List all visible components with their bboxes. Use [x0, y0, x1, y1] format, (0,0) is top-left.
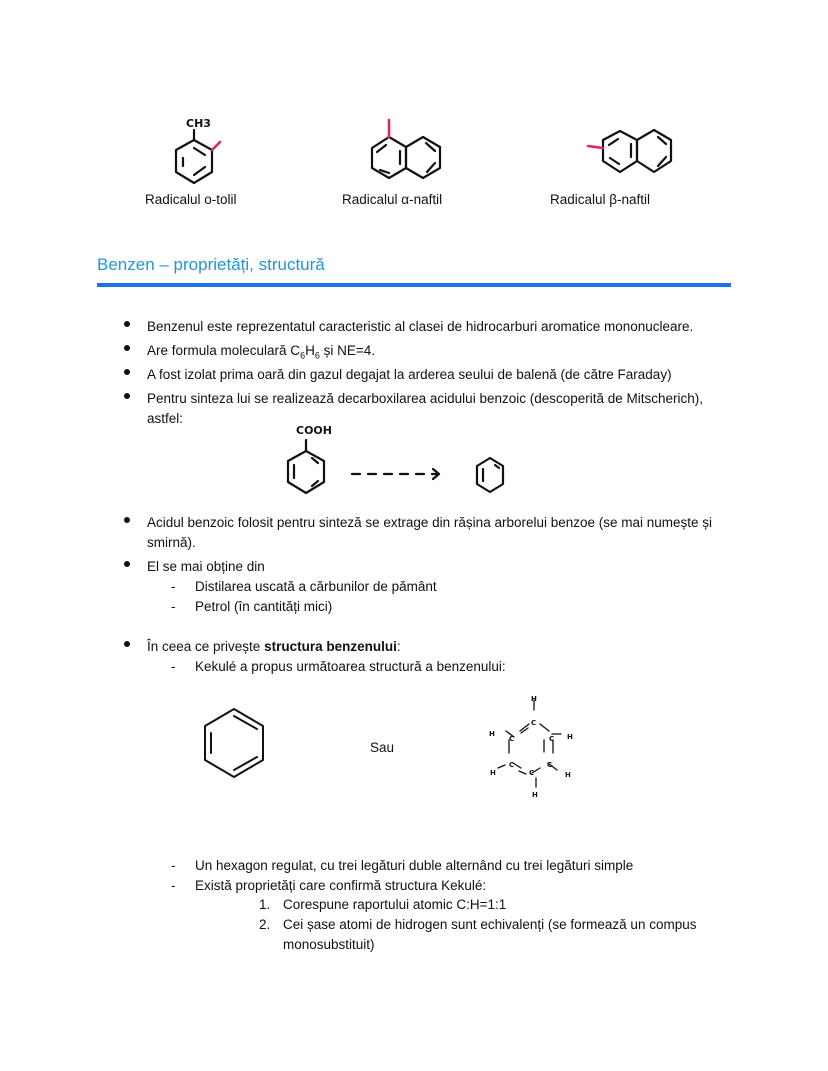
- bullet-icon: [124, 561, 130, 567]
- bullet-text-formula: [147, 342, 375, 365]
- bullet-text: Acidul benzoic folosit pentru sinteză se extrage din rășina arborelui benzoe (se mai numește și: [147, 515, 713, 530]
- carbon-atom-label: C: [547, 761, 553, 769]
- list-number: 1.: [259, 897, 271, 912]
- bullet-text: smirnă).: [147, 535, 196, 550]
- sub-item: Kekulé a propus următoarea structură a benzenului:: [195, 659, 506, 674]
- text: Are formula moleculară C: [147, 343, 301, 358]
- bold-text: structura benzenului: [264, 639, 397, 654]
- text: și NE=4.: [319, 343, 375, 358]
- text: H: [305, 343, 315, 358]
- svg-text:COOH: COOH: [296, 424, 332, 437]
- dash-marker: -: [171, 579, 176, 594]
- bullet-icon: [124, 641, 130, 647]
- hydrogen-atom-label: H: [489, 730, 495, 738]
- svg-text:CH3: CH3: [186, 117, 211, 130]
- subscript: 6: [300, 350, 306, 361]
- or-label: Sau: [370, 740, 395, 755]
- bullet-icon: [124, 517, 130, 523]
- dash-marker: -: [171, 599, 176, 614]
- bullet-icon: [124, 393, 130, 399]
- bullet-icon: [124, 369, 130, 375]
- hydrogen-atom-label: H: [567, 733, 573, 741]
- sub-item: Distilarea uscată a cărbunilor de pământ: [195, 579, 437, 594]
- heading-underline: [97, 283, 731, 287]
- radical-label-o-tolil: Radicalul o-tolil: [145, 192, 237, 207]
- sub-item: Există proprietăți care confirmă structura Kekulé:: [195, 878, 487, 893]
- hydrogen-atom-label: H: [490, 769, 496, 777]
- hydrogen-atom-label: H: [532, 791, 538, 799]
- bullet-text: Benzenul este reprezentatul caracteristic al clasei de hidrocarburi aromatice mononucleare.: [147, 319, 694, 334]
- dash-marker: -: [171, 858, 176, 873]
- dash-marker: -: [171, 878, 176, 893]
- sub-item: Petrol (în cantități mici): [195, 599, 333, 614]
- bullet-text: Pentru sinteza lui se realizează decarboxilarea acidului benzoic (descoperită de Mitscherich),: [147, 391, 704, 406]
- numbered-item: Corespune raportului atomic C:H=1:1: [283, 897, 507, 912]
- carbon-atom-label: C: [549, 735, 555, 743]
- radical-label-beta-naftil: Radicalul β-naftil: [550, 192, 651, 207]
- text: În ceea ce privește: [147, 639, 265, 654]
- hydrogen-atom-label: H: [565, 771, 571, 779]
- dash-marker: -: [171, 659, 176, 674]
- bullet-icon: [124, 321, 130, 327]
- sub-item: Un hexagon regulat, cu trei legături duble alternând cu trei legături simple: [195, 858, 634, 873]
- bullet-text: A fost izolat prima oară din gazul degajat la arderea seului de balenă (de către Faraday): [147, 367, 672, 382]
- section-heading: Benzen – proprietăți, structură: [97, 255, 325, 274]
- bullet-icon: [124, 345, 130, 351]
- radical-label-alpha-naftil: Radicalul α-naftil: [342, 192, 443, 207]
- numbered-item: Cei șase atomi de hidrogen sunt echivalenți (se formează un compus: [283, 917, 697, 932]
- bullet-text: astfel:: [147, 411, 184, 426]
- carbon-atom-label: C: [531, 719, 537, 727]
- carbon-atom-label: C: [509, 761, 515, 769]
- carbon-atom-label: C: [529, 769, 535, 777]
- hydrogen-atom-label: H: [531, 695, 537, 703]
- list-number: 2.: [259, 917, 271, 932]
- bullet-text: [147, 638, 401, 656]
- numbered-item: monosubstituit): [283, 937, 375, 952]
- bullet-text: El se mai obține din: [147, 559, 265, 574]
- carbon-atom-label: C: [509, 735, 515, 743]
- text: :: [396, 639, 401, 654]
- subscript: 6: [314, 350, 320, 361]
